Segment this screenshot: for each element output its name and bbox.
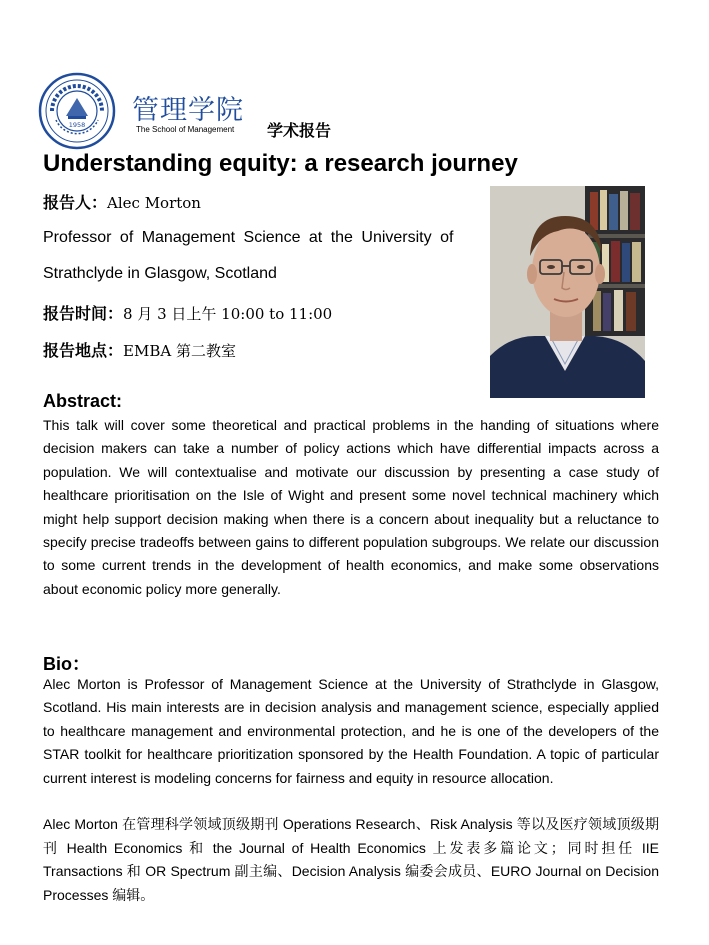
school-name-en: The School of Management bbox=[136, 125, 235, 134]
speaker-name: Alec Morton bbox=[107, 194, 201, 212]
abstract-text: This talk will cover some theoretical and practical problems in the handing of situations where decision makers can take a number of policy actions which have differential impacts across a population. We will contextualise and motivate our discussion by presenting a case study of healthcare prioritisation on the Isle of Wight and present some novel technical machinery which might help support decision making when there is a concern about inequality but a reluctance to specify precise tradeoffs between gains to different population subgroups. We relate our discussion to some current trends in the development of health economics, and make some observations about economic policy more generally. bbox=[43, 417, 659, 597]
report-type-label: 学术报告 bbox=[267, 123, 332, 140]
speaker-label: 报告人： bbox=[43, 193, 108, 212]
svg-text:1958: 1958 bbox=[68, 121, 86, 129]
speaker-line bbox=[43, 190, 201, 213]
bio-text-en: Alec Morton is Professor of Management Science at the University of Strathclyde in Glasgow, Scotland. His main interests are in decision analysis and management science, especially applied to healthcare management and environmental protection, and he is one of the developers of the STAR toolkit for healthcare prioritization sponsored by the Health Foundation. A topic of particular current interest is modeling concerns for fairness and equity in resource allocation. bbox=[43, 676, 659, 786]
time-value: 8 月 3 日上午 10:00 to 11:00 bbox=[123, 305, 333, 323]
abstract-heading: Abstract: bbox=[43, 391, 123, 411]
location-value: EMBA 第二教室 bbox=[123, 342, 236, 360]
speaker-position-line2: Strathclyde in Glasgow, Scotland bbox=[43, 265, 277, 282]
bio-heading: Bio： bbox=[43, 654, 90, 674]
location-label: 报告地点： bbox=[43, 341, 124, 360]
talk-title: Understanding equity: a research journey bbox=[43, 150, 518, 177]
location-line bbox=[43, 338, 236, 361]
speaker-position-line1: Professor of Management Science at the University of bbox=[43, 229, 454, 246]
bio-text-cn: Alec Morton 在管理科学领域顶级期刊 Operations Research、Risk Analysis 等以及医疗领域顶级期刊 Health Economics 和 the Journal of Health Economics 上发表多篇论文；同时担任 IIE Transactions 和 OR Spectrum 副主编、Decision Analysis 编委会成员、EURO Journal on Decision Processes 编辑。 bbox=[43, 816, 659, 903]
time-line bbox=[43, 301, 332, 324]
time-label: 报告时间： bbox=[43, 304, 124, 323]
speaker-portrait-image bbox=[490, 186, 645, 398]
school-name-cn: 管理学院 bbox=[132, 95, 244, 126]
speaker-photo bbox=[490, 186, 645, 398]
university-seal-logo bbox=[38, 72, 116, 150]
